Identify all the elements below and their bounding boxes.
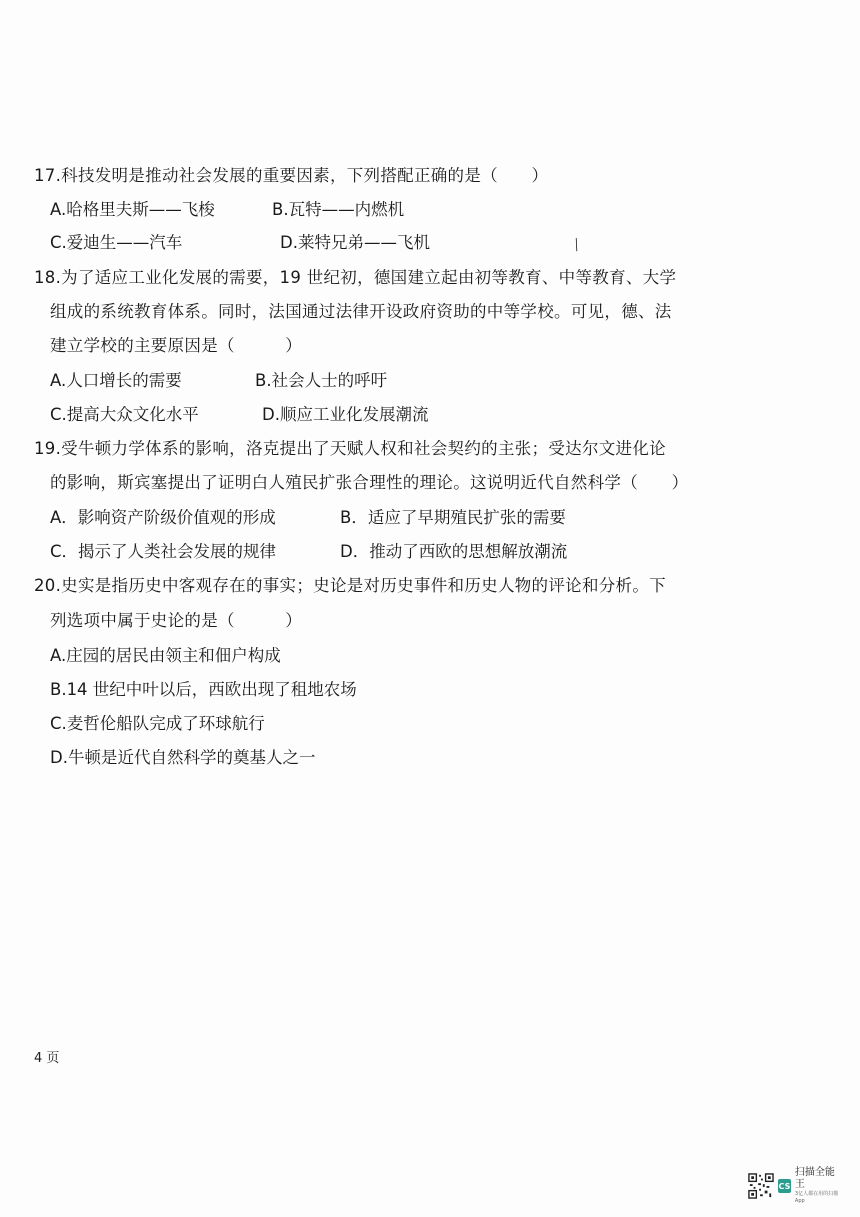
q18-stem-line-1: 18.为了适应工业化发展的需要，19 世纪初，德国建立起由初等教育、中等教育、大学 [34,268,677,287]
q20-option-b: B.14 世纪中叶以后，西欧出现了租地农场 [50,680,357,699]
scanner-title: 扫描全能王 [794,1167,835,1190]
scanner-subtitle: 3亿人都在用的扫描App [794,1191,839,1204]
q19-stem-line-2: 的影响，斯宾塞提出了证明白人殖民扩张合理性的理论。这说明近代自然科学（ ） [50,473,689,492]
q17-option-d: D.莱特兄弟——飞机 [280,233,430,252]
q17-option-a: A.哈格里夫斯——飞梭 [50,200,215,219]
scanner-text [795,1167,844,1205]
q17-option-c: C.爱迪生——汽车 [50,233,183,252]
pen-mark: ╱ [571,239,583,252]
q19-option-c: C．揭示了人类社会发展的规律 [50,542,277,561]
q18-option-b: B.社会人士的呼吁 [255,371,388,390]
q18-stem-line-3: 建立学校的主要原因是（ ） [50,336,302,355]
camscanner-logo-icon: CS [778,1179,791,1193]
q18-option-a: A.人口增长的需要 [50,371,182,390]
q18-stem-line-2: 组成的系统教育体系。同时，法国通过法律开设政府资助的中等学校。可见，德、法 [50,302,672,321]
q20-stem-line-1: 20.史实是指历史中客观存在的事实；史论是对历史事件和历史人物的评论和分析。下 [34,576,666,595]
q17-stem: 17.科技发明是推动社会发展的重要因素，下列搭配正确的是（ ） [34,166,549,185]
q20-option-c: C.麦哲伦船队完成了环球航行 [50,714,265,733]
q20-stem-line-2: 列选项中属于史论的是（ ） [50,611,302,630]
q19-option-a: A．影响资产阶级价值观的形成 [50,508,276,527]
q19-option-d: D．推动了西欧的思想解放潮流 [340,542,568,561]
q19-option-b: B．适应了早期殖民扩张的需要 [340,508,566,527]
q18-option-d: D.顺应工业化发展潮流 [262,405,429,424]
q20-option-d: D.牛顿是近代自然科学的奠基人之一 [50,748,316,767]
qr-code-icon [748,1172,774,1200]
q19-stem-line-1: 19.受牛顿力学体系的影响，洛克提出了天赋人权和社会契约的主张；受达尔文进化论 [34,439,666,458]
scanner-watermark [748,1166,844,1206]
page-number: 4 页 [34,1051,60,1066]
q18-option-c: C.提高大众文化水平 [50,405,199,424]
q17-option-b: B.瓦特——内燃机 [272,200,405,219]
q20-option-a: A.庄园的居民由领主和佃户构成 [50,646,281,665]
